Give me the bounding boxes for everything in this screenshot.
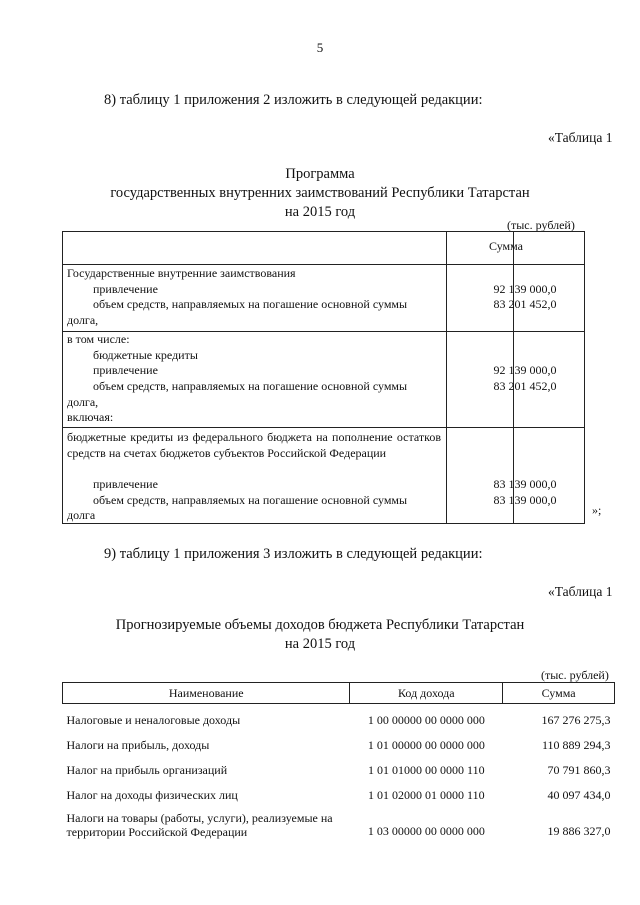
row2-repayment-value: 83 201 452,0	[493, 379, 557, 393]
row1-repayment-value: 83 201 452,0	[493, 297, 557, 311]
table2-caption: «Таблица 1	[548, 584, 613, 599]
revenue-sum: 70 791 860,3	[547, 762, 611, 777]
row2-debt: долга,	[67, 395, 99, 409]
item-8-text: 8) таблицу 1 приложения 2 изложить в следующей редакции:	[104, 92, 483, 108]
row2-title: в том числе:	[67, 332, 130, 346]
revenue-code: 1 01 01000 00 0000 110	[368, 762, 485, 777]
revenue-forecast-table	[62, 682, 615, 839]
row2-including: включая:	[67, 410, 114, 424]
table1-title-line1: Программа	[285, 166, 355, 182]
header-sum: Сумма	[503, 683, 615, 704]
revenue-code: 1 00 00000 00 0000 000	[367, 712, 485, 727]
revenue-sum: 19 886 327,0	[547, 823, 611, 838]
revenue-name: Налог на доходы физических лиц	[66, 787, 238, 802]
table-row	[63, 778, 615, 803]
row1-title: Государственные внутренние заимствования	[67, 266, 296, 280]
revenue-name: Налоги на прибыль, доходы	[66, 737, 210, 752]
page-number: 5	[316, 40, 324, 55]
row3-attraction-value: 83 139 000,0	[493, 477, 557, 491]
row1-repayment: объем средств, направляемых на погашение основной суммы	[93, 297, 408, 311]
table-row	[63, 753, 615, 778]
revenue-name: Налоговые и неналоговые доходы	[66, 712, 241, 727]
revenue-code: 1 01 00000 00 0000 000	[367, 737, 485, 752]
item-9-text: 9) таблицу 1 приложения 3 изложить в следующей редакции:	[104, 546, 483, 562]
table2-title-line2: на 2015 год	[284, 636, 356, 652]
revenue-code: 1 03 00000 00 0000 000	[367, 823, 485, 838]
table1-title-line2: государственных внутренних заимствований Республики Татарстан	[110, 185, 530, 201]
header-sum: Сумма	[489, 239, 523, 253]
table2-units: (тыс. рублей)	[541, 668, 609, 682]
revenue-sum: 167 276 275,3	[541, 712, 611, 727]
row3-debt: долга	[67, 508, 96, 522]
borrowing-program-table	[62, 231, 585, 524]
table1-units: (тыс. рублей)	[507, 218, 575, 232]
row3-title: бюджетные кредиты из федерального бюджета на пополнение остатков средств на счетах бюджетов субъектов Российской Федерации	[67, 430, 441, 460]
row1-attraction: привлечение	[93, 282, 158, 296]
revenue-sum: 110 889 294,3	[541, 737, 611, 752]
row1-attraction-value: 92 139 000,0	[493, 282, 557, 296]
table-row	[63, 704, 615, 728]
table2-title-line1: Прогнозируемые объемы доходов бюджета Республики Татарстан	[115, 617, 525, 633]
row2-attraction: привлечение	[93, 363, 158, 377]
row3-repayment: объем средств, направляемых на погашение основной суммы	[93, 493, 408, 507]
revenue-name: Налоги на товары (работы, услуги), реализуемые на территории Российской Федерации	[66, 810, 333, 839]
table1-closing-quote: »;	[592, 503, 602, 517]
revenue-code: 1 01 02000 01 0000 110	[368, 787, 485, 802]
row3-attraction: привлечение	[93, 477, 158, 491]
row3-repayment-value: 83 139 000,0	[493, 493, 557, 507]
row2-subtitle: бюджетные кредиты	[93, 348, 198, 362]
header-code: Код дохода	[350, 683, 503, 704]
row2-repayment: объем средств, направляемых на погашение основной суммы	[93, 379, 408, 393]
table1-caption: «Таблица 1	[548, 130, 613, 145]
revenue-sum: 40 097 434,0	[547, 787, 611, 802]
row2-attraction-value: 92 139 000,0	[493, 363, 557, 377]
header-name: Наименование	[63, 683, 350, 704]
table1-title-line3: на 2015 год	[284, 204, 356, 220]
table-row	[63, 728, 615, 753]
row1-debt: долга,	[67, 313, 99, 327]
revenue-name: Налог на прибыль организаций	[66, 762, 228, 777]
table-row	[63, 803, 615, 839]
